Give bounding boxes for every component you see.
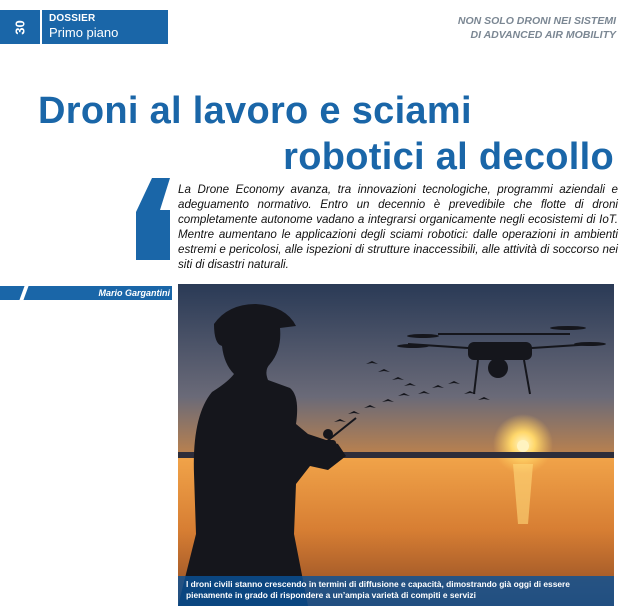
page-number-tab	[0, 10, 40, 44]
photo-caption: I droni civili stanno crescendo in termini di diffusione e capacità, dimostrando già oggi di essere pienamente in grado di rispondere a un’ampia varietà di compiti e servizi	[186, 579, 570, 600]
series-heading	[458, 14, 616, 42]
section-name: Primo piano	[49, 25, 119, 40]
article-title	[38, 88, 614, 180]
open-quote-icon	[130, 178, 170, 260]
series-line-1: NON SOLO DRONI NEI SISTEMI	[457, 15, 616, 27]
lede-paragraph: La Drone Economy avanza, tra innovazioni tecnologiche, programmi aziendali e adeguamento normativo. Entro un decennio è prevedibile che flotte di droni completamente autonome vadano a integrarsi organicamente negli ecosistemi di IoT. Mentre aumentano le applicazioni degli sciami robotici: dalle operazioni in ambienti estremi e pericolosi, alle ispezioni di strutture inaccessibili, alle attività di soccorso nei siti di disastri naturali.	[178, 183, 618, 271]
photo-caption-area	[178, 284, 614, 606]
series-line-2: DI ADVANCED AIR MOBILITY	[470, 29, 616, 41]
section-kicker: DOSSIER	[49, 13, 96, 24]
title-line-1: Droni al lavoro e sciami	[38, 90, 472, 132]
title-line-2: robotici al decollo	[283, 136, 614, 178]
page-number: 30	[12, 19, 28, 35]
sunset-drone-illustration	[178, 284, 614, 606]
author-byline: Mario Gargantini	[98, 288, 170, 298]
section-tab	[42, 10, 168, 44]
article-photo	[178, 284, 614, 606]
